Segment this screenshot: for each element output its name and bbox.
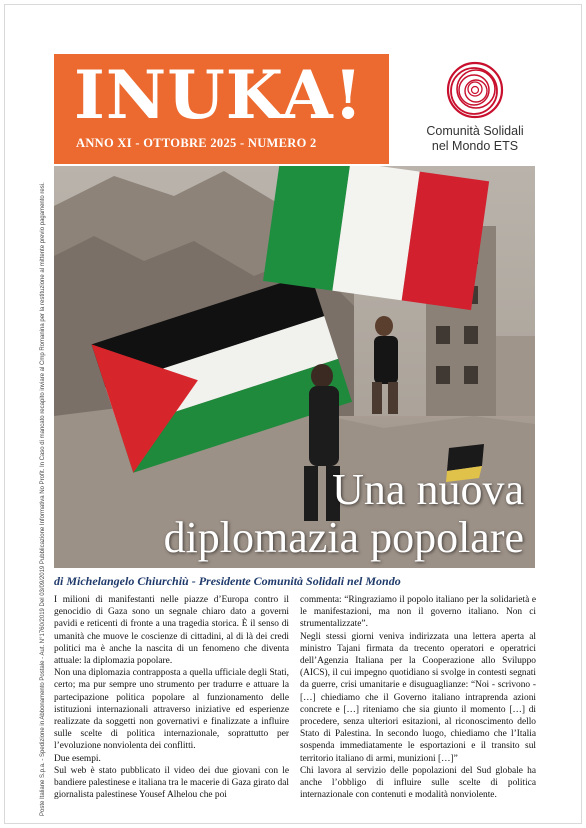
issue-line: ANNO XI - OTTOBRE 2025 - NUMERO 2 bbox=[76, 136, 317, 150]
postal-notice bbox=[31, 86, 46, 816]
paragraph: Sul web è stato pubblicato il video dei due giovani con le bandiere palestinese e italiana tra le macerie di Gaza girato dal giornalista palestinese Yousef Alhelou che poi bbox=[54, 765, 289, 801]
article-column-left bbox=[54, 594, 289, 801]
paragraph: Negli stessi giorni veniva indirizzata una lettera aperta al ministro Tajani firmata da trecento operatori e operatrici dell’Agenzia Italiana per la Cooperazione allo Sviluppo (AICS), il cui impegno quotidiano si svolge in contesti segnati da guerre, crisi umanitarie e disuguaglianze: “Noi - scrivono - […] chiediamo che il Governo italiano intraprenda azioni concrete e […] riteniamo che sia giunto il momento […] di procedere, senza ulteriori esitazioni, al riconoscimento dello Stato di Palestina. In secondo luogo, chiediamo che l’Italia sospenda immediatamente le esportazioni e il transito sul territorio italiano di armi, munizioni […]” bbox=[300, 631, 536, 764]
paragraph: I milioni di manifestanti nelle piazze d’Europa contro il genocidio di Gaza sono un segnale chiaro dato a governi pavidi e reticenti di fronte a una tragedia storica. È il senso di umanità che muove le coscienze di cittadini, al di là dei credi politici ma è anche la nascita di un fenomeno che diventa attuale: la diplomazia popolare. bbox=[54, 595, 289, 667]
paragraph: Chi lavora al servizio delle popolazioni del Sud globale ha anche l’obbligo di influire sulle scelte di politica internazionale con contenuti e modalità nonviolente. bbox=[300, 765, 536, 801]
article-body bbox=[54, 594, 535, 819]
paragraph: Due esempi. bbox=[54, 753, 101, 764]
masthead-title: INUKA! bbox=[74, 56, 364, 134]
headline-line2: diplomazia popolare bbox=[163, 513, 524, 562]
publisher-name-line1: Comunità Solidali bbox=[426, 124, 524, 138]
paragraph: Non una diplomazia contrapposta a quella ufficiale degli Stati, certo; ma pur sempre uno strumento per tradurre e attuare la partecipazione politica popolare al funzionamento delle istituzioni internazionali attraverso iniziative ed esperienze realizzate da soggetti non governativi e finalizzate a influire sulle scelte di politica internazionale, soprattutto per l’evoluzione nonviolenta dei conflitti. bbox=[54, 668, 289, 752]
publisher-logo bbox=[420, 60, 560, 160]
concentric-circles-icon bbox=[445, 60, 505, 120]
publisher-name-line2: nel Mondo ETS bbox=[431, 139, 519, 153]
masthead bbox=[54, 54, 389, 164]
hero-headline bbox=[54, 466, 524, 562]
headline-line1: Una nuova bbox=[332, 465, 524, 514]
publisher-name bbox=[420, 124, 530, 154]
byline: di Michelangelo Chiurchiù - Presidente Comunità Solidali nel Mondo bbox=[54, 574, 401, 588]
hero-photo bbox=[54, 166, 535, 568]
paragraph: commenta: “Ringraziamo il popolo italiano per la solidarietà e le manifestazioni, ma non il governo italiano. Non ci strumentalizzate”. bbox=[300, 595, 536, 630]
article-column-right bbox=[300, 594, 536, 801]
postal-notice-text: Poste Italiane S.p.a. - Spedizione in Abbonamento Postale - Aut. N°1760/2019 Del 03/09/2019 Pubblicazione Informativa No Profit. In Caso di mancato recapito inviare al Cmp Romanina per la restituzione al mittente previo pagamento resi. bbox=[40, 182, 46, 816]
